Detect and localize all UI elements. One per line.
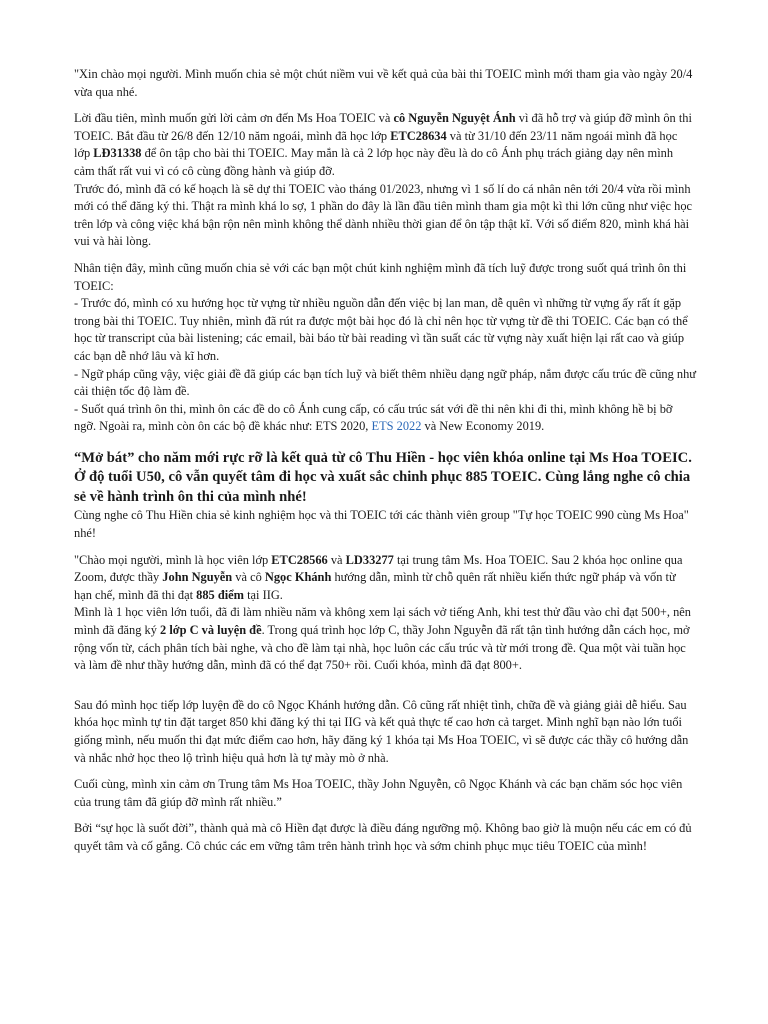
teacher-name-khanh: Ngọc Khánh — [264, 570, 332, 585]
course-name: 2 lớp C và luyện đề — [160, 622, 262, 637]
score-value: 885 điểm — [196, 587, 244, 602]
story1-text-3: tại trung tâm Ms. Hoa TOEIC. Sau 2 khóa học online qua Zoom, được thầy — [74, 552, 683, 585]
story1-text-2: và — [327, 552, 346, 567]
story-paragraph-2 — [74, 604, 696, 674]
story1-text-5: hướng dẫn, mình từ chỗ quên rất nhiều kiến thức ngữ pháp và vốn từ hạn chế, mình đã thi đạt — [74, 570, 676, 602]
class-code-3: ETC28566 — [271, 552, 328, 567]
article-body — [74, 66, 696, 855]
ets-2022-link[interactable]: ETS 2022 — [371, 419, 422, 434]
story-paragraph-3: Sau đó mình học tiếp lớp luyện đề do cô Ngọc Khánh hướng dẫn. Cô cũng rất nhiệt tình, chữa đề và giảng giải dễ hiểu. Sau khóa học mình tự tin đặt target 850 khi đăng ký thi tại IIG và kết quả thực tế cao hơn cả target. Mình nghĩ bạn nào lớn tuổi giống mình, nếu muốn thi đạt mức điểm cao hơn, hãy đăng ký 1 khóa tại Ms Hoa TOEIC, vì sẽ được các thầy cô hướng dẫn và nhắc nhở học theo lộ trình hiệu quả hơn là tự mày mò ở nhà. — [74, 697, 689, 765]
thanks-text-4: để ôn tập cho bài thi TOEIC. May mắn là cả 2 lớp học này đều là do cô Ánh phụ trách giảng dạy nên mình cảm thất rất vui vì có cô cùng đồng hành và giúp đỡ. — [74, 146, 674, 178]
story-paragraph-4: Cuối cùng, mình xin cảm ơn Trung tâm Ms Hoa TOEIC, thầy John Nguyễn, cô Ngọc Khánh và các bạn chăm sóc học viên của trung tâm đã giúp đỡ mình rất nhiều.” — [74, 777, 683, 809]
story-paragraph-1 — [74, 552, 696, 605]
thanks-paragraph — [74, 110, 696, 180]
plan-paragraph: Trước đó, mình đã có kế hoạch là sẽ dự thi TOEIC vào tháng 01/2023, nhưng vì 1 số lí do cá nhân nên tới 20/4 vừa rồi mình mới có thể đăng ký thi. Thật ra mình khá lo sợ, 1 phần do đây là lần đầu tiên mình tham gia một kì thi lớn cũng như việc học trên lớp và công việc khá bận rộn nên mình không thể dành nhiều thời gian để ôn tập thật kĩ. Với số điểm 820, mình khá hài vui và hài lòng. — [74, 181, 693, 249]
tip3-text-2: và New Economy 2019. — [421, 419, 545, 434]
tip-grammar: - Ngữ pháp cũng vậy, việc giải đề đã giúp các bạn tích luỹ và biết thêm nhiều dạng ngữ pháp, nắm được cấu trúc đề cũng như cải thiện tốc độ làm đề. — [74, 366, 697, 399]
tip-practice-tests — [74, 401, 696, 436]
intro-paragraph: "Xin chào mọi người. Mình muốn chia sẻ một chút niềm vui về kết quả của bài thi TOEIC mình mới tham gia vào ngày 20/4 vừa qua nhé. — [74, 67, 693, 99]
class-code-2: LĐ31338 — [93, 146, 142, 161]
thanks-text-1: Lời đầu tiên, mình muốn gửi lời cảm ơn đến Ms Hoa TOEIC và — [74, 111, 394, 126]
story2-text-1: Mình là 1 học viên lớn tuổi, đã đi làm nhiều năm và không xem lại sách vở tiếng Anh, khi test thử đầu vào chỉ đạt 500+, nên mình đã đăng ký — [74, 605, 691, 637]
tip3-text-1: - Suốt quá trình ôn thi, mình ôn các đề do cô Ánh cung cấp, có cấu trúc sát với đề thi nên khi đi thi, mình không hề bị bỡ ngỡ. Ngoài ra, mình còn ôn các bộ đề khác như: ETS 2020, — [74, 401, 673, 434]
tip-vocabulary: - Trước đó, mình có xu hướng học từ vựng từ nhiều nguồn dẫn đến việc bị lan man, dễ quên vì những từ vựng ấy rất ít gặp trong bài thi TOEIC. Tuy nhiên, mình đã rút ra được một bài học đó là chỉ nên học từ vựng từ đề thi TOEIC. Các bạn có thể học từ transcript của bài listening; các email, bài báo từ bài reading vì tần suất các từ vựng này xuất hiện lại rất cao và giúp các bạn dễ nhớ lâu và kĩ hơn. — [74, 296, 688, 363]
experience-intro: Nhân tiện đây, mình cũng muốn chia sẻ với các bạn một chút kinh nghiệm mình đã tích luỹ được trong suốt quá trình ôn thi TOEIC: — [74, 260, 687, 293]
story2-text-2: . Trong quá trình học lớp C, thầy John Nguyễn đã rất tận tình hướng dẫn cách học, mở rộng vốn từ, cách phân tích bài nghe, và cho đề làm tại nhà, học luôn các cấu trúc và từ mới trong đề. Qua một vài tuần học và làm đề như thầy hướng dẫn, mình đã có thể đạt 750+ rồi. Cuối khóa, mình đã đạt 800+. — [74, 622, 690, 673]
section-heading: “Mở bát” cho năm mới rực rỡ là kết quả từ cô Thu Hiền - học viên khóa online tại Ms Hoa TOEIC. Ở độ tuổi U50, cô vẫn quyết tâm đi học và xuất sắc chinh phục 885 TOEIC. Cùng lắng nghe cô chia sẻ về hành trình ôn thi của mình nhé! — [74, 449, 692, 505]
class-code-4: LD33277 — [345, 552, 394, 567]
story1-text-4: và cô — [232, 570, 265, 585]
thanks-text-3: và từ 31/10 đến 23/11 năm ngoái mình đã học lớp — [74, 128, 678, 161]
story1-text-6: tại IIG. — [244, 587, 283, 602]
thanks-text-2: vì đã hỗ trợ và giúp đỡ mình ôn thi TOEIC. Bắt đầu từ 26/8 đến 12/10 năm ngoái, mình đã học lớp — [74, 111, 692, 143]
teacher-name: cô Nguyễn Nguyệt Ánh — [393, 111, 516, 126]
section-subheading: Cùng nghe cô Thu Hiền chia sẻ kinh nghiệm học và thi TOEIC tới các thành viên group "Tự học TOEIC 990 cùng Ms Hoa" nhé! — [74, 508, 689, 540]
teacher-name-john: John Nguyễn — [162, 570, 233, 585]
story1-text-1: "Chào mọi người, mình là học viên lớp — [74, 552, 272, 567]
class-code-1: ETC28634 — [390, 128, 447, 143]
closing-paragraph: Bởi “sự học là suốt đời”, thành quả mà cô Hiền đạt được là điều đáng ngưỡng mộ. Không bao giờ là muộn nếu các em có đủ quyết tâm và cố gắng. Cô chúc các em vững tâm trên hành trình học và sớm chinh phục mục tiêu TOEIC của mình! — [74, 821, 692, 853]
